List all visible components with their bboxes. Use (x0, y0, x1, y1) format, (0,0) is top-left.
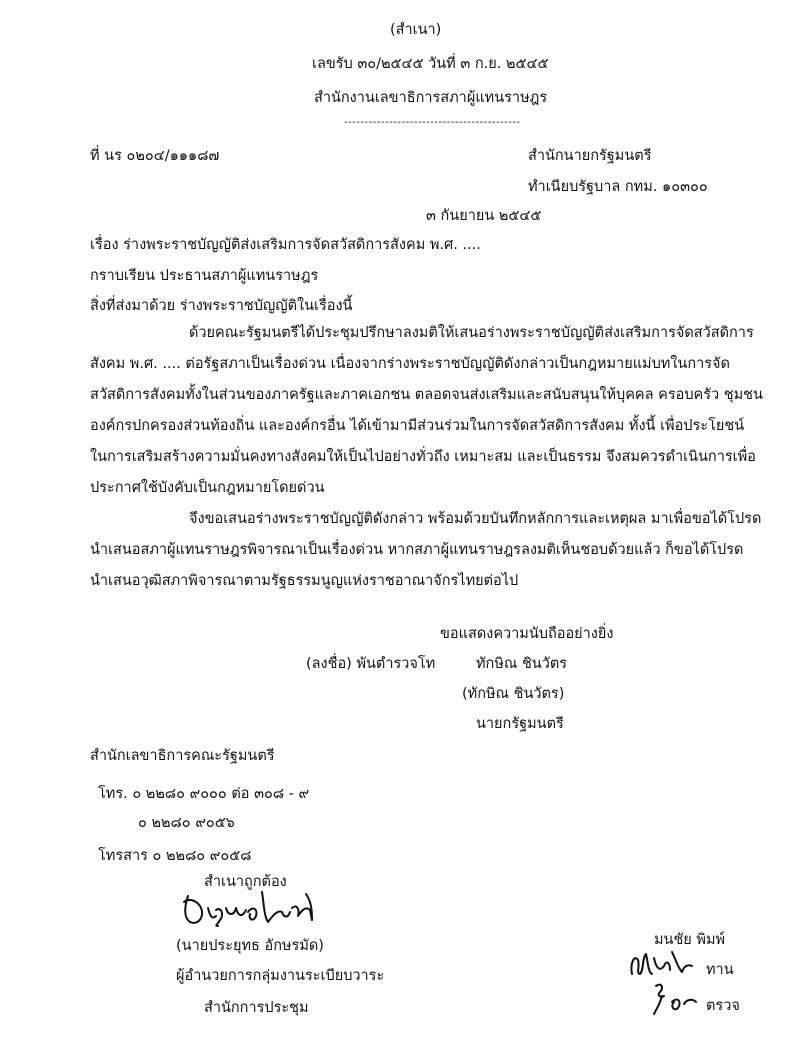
sender-address: ทำเนียบรัฐบาล กทม. ๑๐๓๐๐ (528, 179, 708, 195)
header-divider: ------------------------------------------- (344, 117, 521, 128)
typist-role-typed: ทาน (706, 962, 734, 978)
signer-name: ทักษิณ ชินวัตร (476, 656, 568, 672)
body-paragraph-1 (90, 318, 770, 504)
certifier-office: สำนักการประชุม (204, 1000, 309, 1016)
closing-salutation: ขอแสดงความนับถืออย่างยิ่ง (440, 626, 614, 642)
contact-fax: โทรสาร ๐ ๒๒๘๐ ๙๐๕๘ (98, 848, 252, 864)
reference-number: ที่ นร ๐๒๐๔/๑๑๑๘๗ (90, 148, 220, 164)
body-line: สวัสดิการสังคมทั้งในส่วนของภาครัฐและภาคเอกชน ตลอดจนส่งเสริมและสนับสนุนให้บุคคล ครอบครัว ชุมชน (90, 387, 763, 403)
body-line: จึงขอเสนอร่างพระราชบัญญัติดังกล่าว พร้อมด้วยบันทึกหลักการและเหตุผล มาเพื่อขอได้โปรด (189, 511, 762, 527)
certified-copy-label: สำเนาถูกต้อง (204, 874, 287, 890)
body-line: ประกาศใช้บังคับเป็นกฎหมายโดยด่วน (90, 480, 325, 496)
contact-phone-secondary: ๐ ๒๒๘๐ ๙๐๕๖ (138, 815, 235, 831)
letter-date: ๓ กันยายน ๒๕๔๕ (426, 208, 542, 224)
contact-office: สำนักเลขาธิการคณะรัฐมนตรี (90, 748, 275, 764)
signed-label: (ลงชื่อ) พันตำรวจโท (306, 656, 436, 672)
body-line: องค์กรปกครองส่วนท้องถิ่น และองค์กรอื่น ได้เข้ามามีส่วนร่วมในการจัดสวัสดิการสังคม ทั้งนี้ เพื่อประโยชน์ (90, 418, 745, 434)
typist-name: มนชัย พิมพ์ (654, 932, 726, 948)
copy-mark: (สำเนา) (390, 22, 442, 38)
body-line: นำเสนอสภาผู้แทนราษฎรพิจารณาเป็นเรื่องด่วน หากสภาผู้แทนราษฎรลงมติเห็นชอบด้วยแล้ว ก็ขอได้โปรด (90, 542, 744, 558)
body-line: ด้วยคณะรัฐมนตรีได้ประชุมปรึกษาลงมติให้เสนอร่างพระราชบัญญัติส่งเสริมการจัดสวัสดิการ (189, 325, 754, 341)
signer-name-parenthesized: (ทักษิณ ชินวัตร) (462, 686, 565, 702)
contact-phone: โทร. ๐ ๒๒๘๐ ๙๐๐๐ ต่อ ๓๐๘ - ๙ (98, 786, 310, 802)
recipient-line: กราบเรียน ประธานสภาผู้แทนราษฎร (90, 268, 319, 284)
subject-line: เรื่อง ร่างพระราชบัญญัติส่งเสริมการจัดสวัสดิการสังคม พ.ศ. .... (90, 237, 481, 253)
body-paragraph-2 (90, 504, 770, 597)
receiving-office: สำนักงานเลขาธิการสภาผู้แทนราษฎร (314, 90, 548, 106)
certifier-signature (178, 886, 328, 930)
enclosure-line: สิ่งที่ส่งมาด้วย ร่างพระราชบัญญัติในเรื่องนี้ (90, 298, 353, 314)
body-line: ในการเสริมสร้างความมั่นคงทางสังคมให้เป็นไปอย่างทั่วถึง เหมาะสม และเป็นธรรม จึงสมควรดำเนินการเพื่อ (90, 449, 756, 465)
sender-office: สำนักนายกรัฐมนตรี (528, 148, 652, 164)
checker-initials (648, 978, 704, 1018)
body-line: สังคม พ.ศ. .... ต่อรัฐสภาเป็นเรื่องด่วน เนื่องจากร่างพระราชบัญญัติดังกล่าวเป็นกฎหมายแม่บทในการจัด (90, 356, 730, 372)
checker-role: ตรวจ (706, 998, 740, 1014)
certifier-title: ผู้อำนวยการกลุ่มงานระเบียบวาระ (176, 968, 385, 984)
certifier-name: (นายประยุทธ อักษรมัด) (176, 938, 324, 954)
body-line: นำเสนอวุฒิสภาพิจารณาตามรัฐธรรมนูญแห่งราชอาณาจักรไทยต่อไป (90, 573, 519, 589)
received-stamp: เลขรับ ๓๐/๒๕๔๕ วันที่ ๓ ก.ย. ๒๕๔๕ (312, 56, 549, 72)
signer-title: นายกรัฐมนตรี (476, 716, 564, 732)
typist-initials (626, 944, 706, 980)
